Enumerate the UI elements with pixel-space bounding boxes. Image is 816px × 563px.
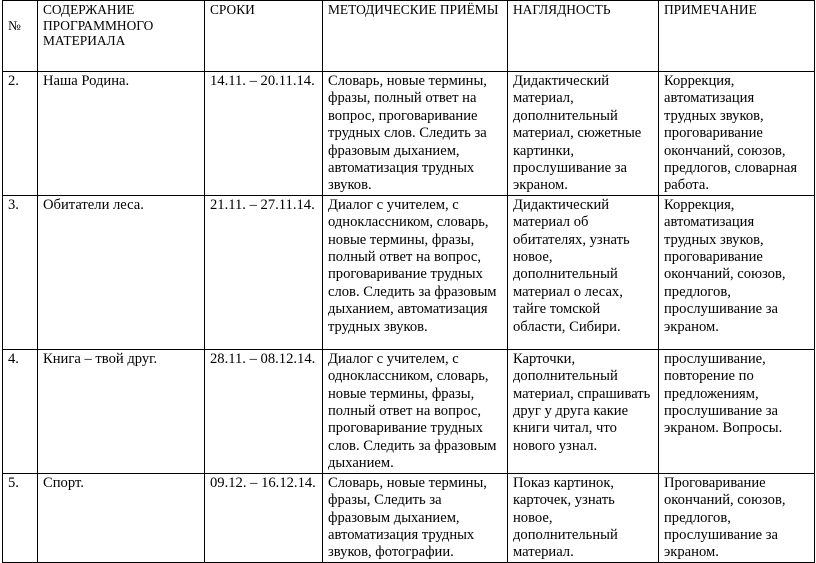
row-note: Коррекция, автоматизация трудных звуков, проговаривание окончаний, союзов, предлогов, прослушивание за экраном. (659, 195, 815, 349)
row-dates: 09.12. – 16.12.14. (205, 473, 323, 562)
row-note: прослушивание, повторение по предложениям, прослушивание за экраном. Вопросы. (659, 349, 815, 473)
row-num: 3. (3, 195, 38, 349)
row-visual: Показ картинок, карточек, узнать новое, дополнительный материал. (508, 473, 659, 562)
table-row (3, 473, 815, 562)
row-visual: Дидактический материал, дополнительный материал, сюжетные картинки, прослушивание за экраном. (508, 72, 659, 196)
row-num: 2. (3, 72, 38, 196)
row-num: 5. (3, 473, 38, 562)
table-row (3, 72, 815, 196)
table-row (3, 349, 815, 473)
row-num: 4. (3, 349, 38, 473)
row-visual: Карточки, дополнительный материал, спрашивать друг у друга какие книги читал, что нового узнал. (508, 349, 659, 473)
row-note: Коррекция, автоматизация трудных звуков, проговаривание окончаний, союзов, предлогов, словарная работа. (659, 72, 815, 196)
header-note: ПРИМЕЧАНИЕ (659, 1, 815, 72)
row-methods: Диалог с учителем, с одноклассником, словарь, новые термины, фразы, полный ответ на вопрос, проговаривание трудных слов. Следить за фразовым дыханием, автоматизация трудных звуков. (323, 195, 508, 349)
header-methods: МЕТОДИЧЕСКИЕ ПРИЁМЫ (323, 1, 508, 72)
header-num: № (3, 1, 38, 72)
row-note: Проговаривание окончаний, союзов, предлогов, прослушивание за экраном. (659, 473, 815, 562)
header-row (3, 1, 815, 72)
header-content: СОДЕРЖАНИЕ ПРОГРАММНОГО МАТЕРИАЛА (38, 1, 205, 72)
row-dates: 28.11. – 08.12.14. (205, 349, 323, 473)
row-dates: 14.11. – 20.11.14. (205, 72, 323, 196)
row-topic: Книга – твой друг. (38, 349, 205, 473)
row-topic: Спорт. (38, 473, 205, 562)
row-methods: Словарь, новые термины, фразы, полный ответ на вопрос, проговаривание трудных слов. Следить за фразовым дыханием, автоматизация трудных звуков. (323, 72, 508, 196)
table-row (3, 195, 815, 349)
row-visual: Дидактический материал об обитателях, узнать новое, дополнительный материал о лесах, тайге томской области, Сибири. (508, 195, 659, 349)
row-methods: Диалог с учителем, с одноклассником, словарь, новые термины, фразы, полный ответ на вопрос, проговаривание трудных слов. Следить за фразовым дыханием. (323, 349, 508, 473)
row-topic: Наша Родина. (38, 72, 205, 196)
header-visual: НАГЛЯДНОСТЬ (508, 1, 659, 72)
header-dates: СРОКИ (205, 1, 323, 72)
row-dates: 21.11. – 27.11.14. (205, 195, 323, 349)
row-topic: Обитатели леса. (38, 195, 205, 349)
row-methods: Словарь, новые термины, фразы, Следить за фразовым дыханием, автоматизация трудных звуков, фотографии. (323, 473, 508, 562)
lesson-plan-table (2, 0, 815, 563)
